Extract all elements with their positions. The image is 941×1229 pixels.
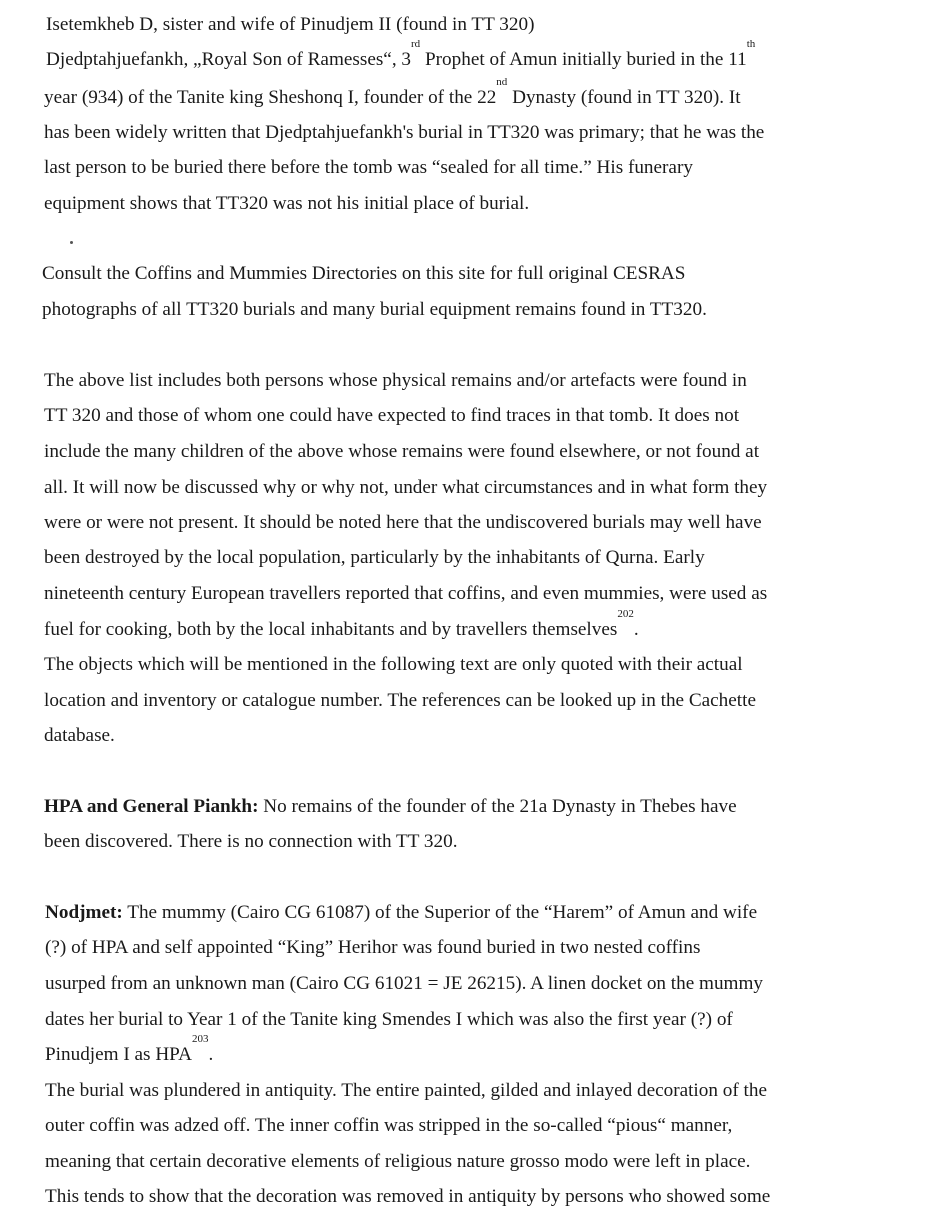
scan-speck bbox=[70, 241, 73, 244]
text-span: all. It will now be discussed why or why not, under what circumstances and in what form they bbox=[44, 477, 768, 498]
text-span: TT 320 and those of whom one could have expected to find traces in that tomb. It does not bbox=[44, 405, 740, 426]
text-line bbox=[45, 1008, 733, 1032]
superscript: 203 bbox=[191, 1033, 209, 1045]
text-span: dates her burial to Year 1 of the Tanite king Smendes I which was also the first year (?) of bbox=[45, 1009, 733, 1030]
text-span: fuel for cooking, both by the local inhabitants and by travellers themselves bbox=[44, 619, 618, 640]
text-line bbox=[44, 192, 529, 216]
text-span: has been widely written that Djedptahjuefankh's burial in TT320 was primary; that he was the bbox=[44, 122, 765, 143]
text-line bbox=[45, 1033, 214, 1067]
text-span: database. bbox=[44, 725, 115, 746]
text-line bbox=[45, 936, 700, 960]
text-span: equipment shows that TT320 was not his initial place of burial. bbox=[44, 193, 530, 214]
text-span: Dynasty (found in TT 320). It bbox=[507, 87, 741, 108]
text-line bbox=[44, 546, 705, 570]
text-span: Djedptahjuefankh, „Royal Son of Ramesses“, 3 bbox=[46, 49, 412, 70]
superscript: rd bbox=[411, 38, 421, 50]
text-line bbox=[42, 262, 685, 286]
text-span: meaning that certain decorative elements of religious nature grosso modo were left in place. bbox=[45, 1151, 751, 1172]
text-line bbox=[45, 901, 757, 925]
text-line bbox=[44, 76, 741, 110]
text-span: were or were not present. It should be noted here that the undiscovered burials may well have bbox=[44, 512, 762, 533]
text-span: The objects which will be mentioned in the following text are only quoted with their actual bbox=[44, 654, 743, 675]
text-line bbox=[44, 511, 762, 535]
text-span: . bbox=[633, 619, 639, 640]
text-span: year (934) of the Tanite king Sheshonq I, founder of the 22 bbox=[44, 87, 497, 108]
text-line bbox=[45, 1079, 767, 1103]
text-span: photographs of all TT320 burials and many burial equipment remains found in TT320. bbox=[42, 299, 707, 320]
text-line bbox=[45, 1150, 750, 1174]
superscript: nd bbox=[496, 76, 508, 88]
text-line bbox=[44, 608, 639, 642]
text-span: The burial was plundered in antiquity. The entire painted, gilded and inlayed decoration of the bbox=[45, 1080, 767, 1101]
text-span: nineteenth century European travellers reported that coffins, and even mummies, were used as bbox=[44, 583, 768, 604]
text-line bbox=[44, 689, 756, 713]
text-span: include the many children of the above whose remains were found elsewhere, or not found at bbox=[44, 441, 760, 462]
text-span: This tends to show that the decoration was removed in antiquity by persons who showed some bbox=[45, 1186, 771, 1207]
text-line bbox=[44, 830, 458, 854]
text-span: last person to be buried there before the tomb was “sealed for all time.” His funerary bbox=[44, 157, 693, 178]
text-line bbox=[46, 13, 534, 37]
text-line bbox=[45, 972, 763, 996]
text-span: Prophet of Amun initially buried in the 11 bbox=[420, 49, 747, 70]
text-span: The mummy (Cairo CG 61087) of the Superior of the “Harem” of Amun and wife bbox=[122, 902, 758, 923]
text-span: usurped from an unknown man (Cairo CG 61021 = JE 26215). A linen docket on the mummy bbox=[45, 973, 764, 994]
text-span: Consult the Coffins and Mummies Directories on this site for full original CESRAS bbox=[42, 263, 686, 284]
text-line bbox=[45, 1114, 732, 1138]
superscript: th bbox=[746, 38, 756, 50]
text-span: Isetemkheb D, sister and wife of Pinudjem II (found in TT 320) bbox=[46, 14, 535, 35]
text-line bbox=[45, 1185, 770, 1209]
section-heading: HPA and General Piankh: bbox=[44, 796, 259, 817]
text-span: outer coffin was adzed off. The inner coffin was stripped in the so-called “pious“ manner, bbox=[45, 1115, 733, 1136]
text-span: The above list includes both persons whose physical remains and/or artefacts were found in bbox=[44, 370, 747, 391]
text-line bbox=[46, 38, 756, 72]
superscript: 202 bbox=[617, 608, 634, 620]
text-line bbox=[42, 298, 707, 322]
text-span: (?) of HPA and self appointed “King” Herihor was found buried in two nested coffins bbox=[45, 937, 701, 958]
text-line bbox=[44, 476, 767, 500]
text-line bbox=[44, 582, 767, 606]
text-line bbox=[44, 724, 115, 748]
text-span: Pinudjem I as HPA bbox=[45, 1044, 192, 1065]
text-line bbox=[44, 369, 747, 393]
text-line bbox=[44, 404, 739, 428]
text-span: . bbox=[208, 1044, 214, 1065]
text-line bbox=[44, 121, 764, 145]
text-span: No remains of the founder of the 21a Dynasty in Thebes have bbox=[258, 796, 737, 817]
text-span: location and inventory or catalogue number. The references can be looked up in the Cachette bbox=[44, 690, 756, 711]
text-line bbox=[44, 440, 759, 464]
text-span: been destroyed by the local population, particularly by the inhabitants of Qurna. Early bbox=[44, 547, 705, 568]
text-line bbox=[44, 795, 737, 819]
section-heading: Nodjmet: bbox=[45, 902, 123, 923]
text-line bbox=[44, 653, 743, 677]
text-span: been discovered. There is no connection with TT 320. bbox=[44, 831, 458, 852]
text-line bbox=[44, 156, 693, 180]
